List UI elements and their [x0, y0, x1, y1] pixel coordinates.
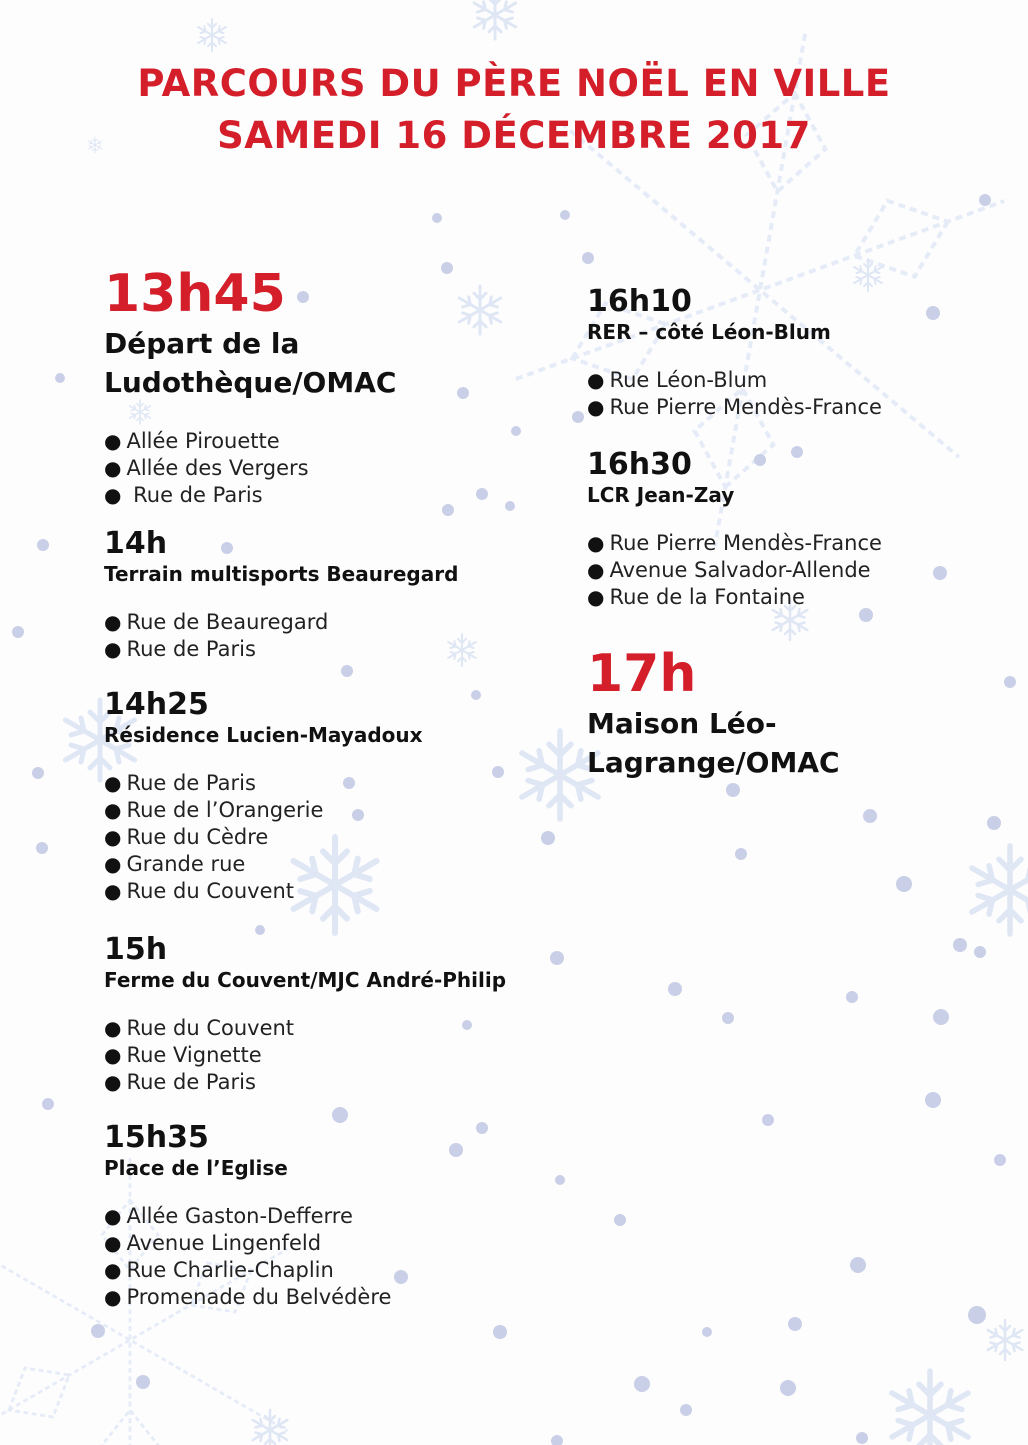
- list-item: ● Rue de Paris: [104, 637, 256, 661]
- page-title-line2: SAMEDI 16 DÉCEMBRE 2017: [217, 114, 811, 157]
- bullet-icon: ●: [587, 368, 605, 392]
- stop-1345: [104, 266, 396, 509]
- stop-time: 15h35: [104, 1120, 209, 1155]
- bullet-icon: ●: [104, 879, 122, 903]
- bullet-icon: ●: [587, 585, 605, 609]
- stop-time: 13h45: [104, 264, 286, 324]
- stop-time: 14h: [104, 526, 168, 561]
- stop-place: LCR Jean-Zay: [587, 483, 735, 507]
- stop-place: RER – côté Léon-Blum: [587, 320, 831, 344]
- list-item: ● Rue Pierre Mendès-France: [587, 531, 882, 555]
- list-item: ● Avenue Lingenfeld: [104, 1231, 322, 1255]
- bullet-icon: ●: [104, 1231, 122, 1255]
- bullet-icon: ●: [104, 1204, 122, 1228]
- bullet-icon: ●: [587, 395, 605, 419]
- street-list: [104, 609, 458, 663]
- list-item: ● Rue de Paris: [104, 771, 256, 795]
- bullet-icon: ●: [104, 852, 122, 876]
- stop-place: Départ de la Ludothèque/OMAC: [104, 327, 397, 399]
- bullet-icon: ●: [104, 798, 122, 822]
- bullet-icon: ●: [104, 1043, 122, 1067]
- list-item: ● Rue de Beauregard: [104, 610, 329, 634]
- list-item: ● Rue de Paris: [104, 483, 263, 507]
- stop-time: 17h: [587, 644, 697, 704]
- bullet-icon: ●: [104, 771, 122, 795]
- street-list: [104, 770, 423, 905]
- list-item: ● Rue du Cèdre: [104, 825, 269, 849]
- stop-15h: [104, 933, 506, 1096]
- stop-14h: [104, 527, 458, 663]
- street-list: [104, 428, 396, 509]
- bullet-icon: ●: [104, 1016, 122, 1040]
- stop-time: 16h10: [587, 284, 692, 319]
- list-item: ● Rue de la Fontaine: [587, 585, 805, 609]
- stop-place: Maison Léo- Lagrange/OMAC: [587, 707, 840, 779]
- bullet-icon: ●: [104, 456, 122, 480]
- bullet-icon: ●: [587, 558, 605, 582]
- list-item: ● Avenue Salvador-Allende: [587, 558, 871, 582]
- list-item: ● Grande rue: [104, 852, 246, 876]
- street-list: [104, 1015, 506, 1096]
- stop-time: 14h25: [104, 687, 209, 722]
- bullet-icon: ●: [104, 637, 122, 661]
- stop-1630: [587, 448, 882, 611]
- stop-time: 15h: [104, 932, 168, 967]
- list-item: ● Rue Léon-Blum: [587, 368, 768, 392]
- stop-place: Place de l’Eglise: [104, 1156, 288, 1180]
- bullet-icon: ●: [587, 531, 605, 555]
- stop-place: Terrain multisports Beauregard: [104, 562, 459, 586]
- list-item: ● Rue de l’Orangerie: [104, 798, 324, 822]
- list-item: ● Rue du Couvent: [104, 879, 295, 903]
- bullet-icon: ●: [104, 825, 122, 849]
- stop-place: Résidence Lucien-Mayadoux: [104, 723, 423, 747]
- bullet-icon: ●: [104, 1285, 122, 1309]
- street-list: [587, 530, 882, 611]
- bullet-icon: ●: [104, 1258, 122, 1282]
- list-item: ● Rue Vignette: [104, 1043, 262, 1067]
- stop-17h: [587, 646, 840, 782]
- stop-place: Ferme du Couvent/MJC André-Philip: [104, 968, 507, 992]
- page-title-line1: PARCOURS DU PÈRE NOËL EN VILLE: [137, 62, 891, 105]
- bullet-icon: ●: [104, 1070, 122, 1094]
- bullet-icon: ●: [104, 610, 122, 634]
- stop-1535: [104, 1121, 391, 1311]
- list-item: ● Rue Pierre Mendès-France: [587, 395, 882, 419]
- list-item: ● Rue Charlie-Chaplin: [104, 1258, 334, 1282]
- list-item: ● Rue de Paris: [104, 1070, 256, 1094]
- stop-time: 16h30: [587, 447, 692, 482]
- list-item: ● Allée Gaston-Defferre: [104, 1204, 353, 1228]
- street-list: [104, 1203, 391, 1311]
- bullet-icon: ●: [104, 483, 122, 507]
- list-item: ● Allée des Vergers: [104, 456, 309, 480]
- stop-1425: [104, 688, 423, 905]
- list-item: ● Promenade du Belvédère: [104, 1285, 392, 1309]
- stop-1610: [587, 285, 882, 421]
- list-item: ● Rue du Couvent: [104, 1016, 295, 1040]
- bullet-icon: ●: [104, 429, 122, 453]
- street-list: [587, 367, 882, 421]
- list-item: ● Allée Pirouette: [104, 429, 280, 453]
